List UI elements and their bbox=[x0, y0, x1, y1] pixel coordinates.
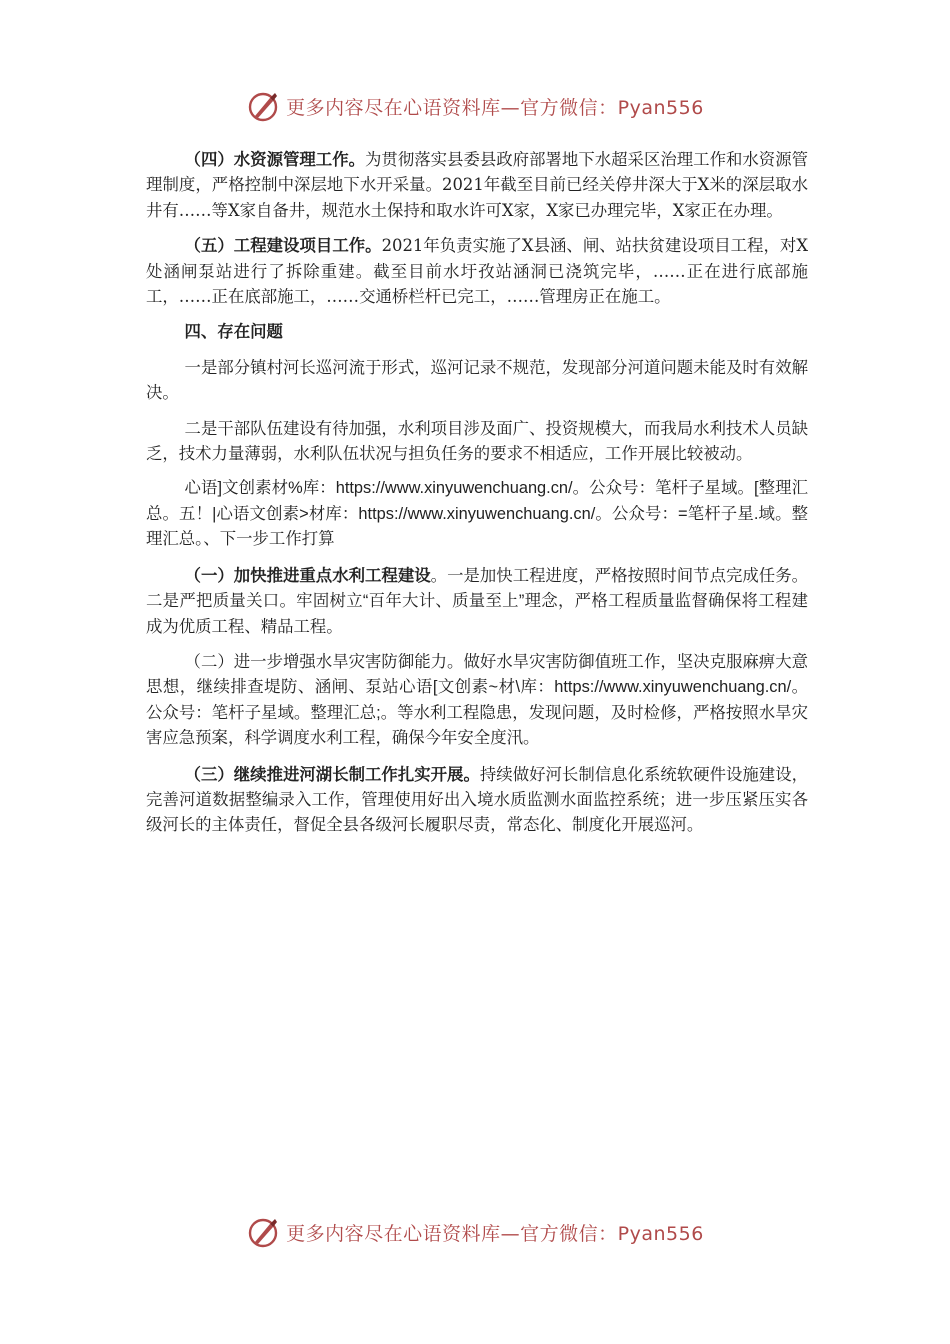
paragraph-text: 持续做好河长制信息化系统软硬件设施建设，完善河道数据整编录入工作，管理使用好出入境水质监测水面监控系统；进一步压紧压实各级河长的主体责任，督促全县各级河长履职尽责，常态化、制度化开展巡河。 bbox=[146, 764, 809, 835]
paragraph-water-resources bbox=[146, 147, 808, 223]
paragraph-text: 为贯彻落实县委县政府部署地下水超采区治理工作和水资源管理制度，严格控制中深层地下水开采量。2021年截至目前已经关停井深大于X米的深层取水井有……等X家自备井，规范水土保持和取水许可X家，X家已办理完毕，X家正在办理。 bbox=[146, 150, 809, 220]
paragraph-problem-1: 一是部分镇村河长巡河流于形式，巡河记录不规范，发现部分河道问题未能及时有效解决。 bbox=[146, 357, 808, 403]
paragraph-lead: （四）水资源管理工作。 bbox=[184, 150, 366, 169]
paragraph-lead: （一）加快推进重点水利工程建设 bbox=[184, 565, 431, 585]
paragraph-text: 2021年负责实施了X县涵、闸、站扶贫建设项目工程，对X处涵闸泵站进行了拆除重建。截至目前水圩孜站涵洞已浇筑完毕，……正在进行底部施工，……正在底部施工，……交通桥栏杆已完工，……管理房正在施工。 bbox=[146, 236, 808, 307]
footer-banner bbox=[0, 1212, 950, 1252]
paragraph-problem-2: 二是干部队伍建设有待加强，水利项目涉及面广、投资规模大，而我局水利技术人员缺乏，技术力量薄弱，水利队伍状况与担负任务的要求不相适应，工作开展比较被动。 bbox=[146, 418, 808, 464]
paragraph-plan-3 bbox=[146, 762, 808, 838]
paragraph-lead: （三）继续推进河湖长制工作扎实开展。 bbox=[184, 764, 480, 784]
paragraph-plan-2: （二）进一步增强水旱灾害防御能力。做好水旱灾害防御值班工作，坚决克服麻痹大意思想，继续排查堤防、涵闸、泵站心语[文创素~材\库：https://www.xinyuwenchuang.cn/。公众号：笔杆子星域。整理汇总;。等水利工程隐患，发现问题，及时检修，严格按照水旱灾害应急预案，科学调度水利工程，确保今年安全度汛。 bbox=[146, 652, 808, 748]
paragraph-watermark-next-steps: 心语]文创素材%库：https://www.xinyuwenchuang.cn/。公众号：笔杆子星域。[整理汇总。五！|心语文创素>材库：https://www.xinyuwenchuang.cn/。公众号：=笔杆子星.域。整理汇总。、下一步工作打算 bbox=[146, 479, 808, 549]
footer-banner-text: 更多内容尽在心语资料库—官方微信：Pyan556 bbox=[286, 1222, 704, 1245]
header-banner-text: 更多内容尽在心语资料库—官方微信：Pyan556 bbox=[286, 96, 704, 119]
paragraph-construction bbox=[146, 233, 808, 309]
header-banner bbox=[0, 86, 950, 126]
section-heading-problems: 四、存在问题 bbox=[184, 322, 283, 342]
paragraph-text: 。一是加快工程进度，严格按照时间节点完成任务。二是严把质量关口。牢固树立“百年大计、质量至上”理念，严格工程质量监督确保将工程建成为优质工程、精品工程。 bbox=[146, 566, 809, 636]
paragraph-plan-1 bbox=[146, 563, 808, 640]
pen-logo-icon bbox=[246, 89, 280, 123]
paragraph-lead: （五）工程建设项目工作。 bbox=[184, 236, 382, 256]
pen-logo-icon bbox=[246, 1215, 280, 1249]
document-body bbox=[146, 147, 808, 848]
